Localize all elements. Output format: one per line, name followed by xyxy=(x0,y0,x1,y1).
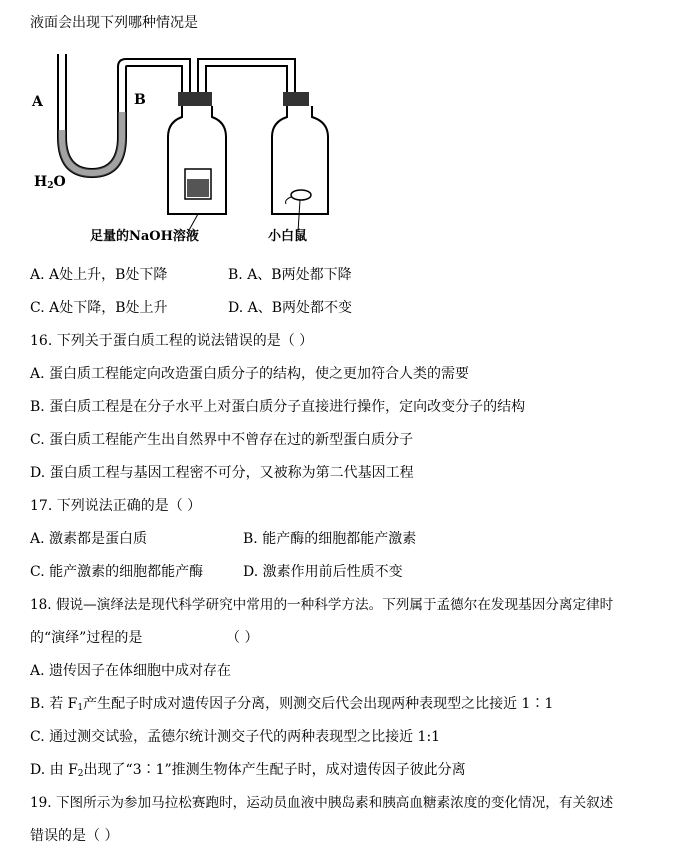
q17-option-d: D. 激素作用前后性质不变 xyxy=(243,564,403,580)
q18-option-d-sub: 2 xyxy=(77,769,84,779)
q17-option-b: B. 能产酶的细胞都能产激素 xyxy=(243,531,417,547)
q18-option-d xyxy=(30,761,466,783)
q18-option-d-post: 出现了“3∶1”推测生物体产生配子时，成对遗传因子彼此分离 xyxy=(83,762,466,778)
q19-stem-line2: 错误的是（ ） xyxy=(30,828,119,844)
q15-option-b: B. A、B两处都下降 xyxy=(228,267,352,283)
label-water xyxy=(34,174,66,191)
label-water-end: O xyxy=(53,174,66,190)
q15-option-d: D. A、B两处都不变 xyxy=(228,300,353,316)
q16-option-b: B. 蛋白质工程是在分子水平上对蛋白质分子直接进行操作，定向改变分子的结构 xyxy=(30,399,526,415)
q17-stem: 17. 下列说法正确的是（ ） xyxy=(30,498,202,514)
q18-option-b xyxy=(30,695,553,717)
label-mouse: 小白鼠 xyxy=(268,229,308,244)
q17-option-c: C. 能产激素的细胞都能产酶 xyxy=(30,564,204,580)
q18-stem-line2: 的“演绎”过程的是 xyxy=(30,630,143,646)
q16-option-d: D. 蛋白质工程与基因工程密不可分，又被称为第二代基因工程 xyxy=(30,465,414,481)
q15-option-c: C. A处下降，B处上升 xyxy=(30,300,168,316)
q18-option-d-pre: D. 由 F xyxy=(30,762,78,778)
q16-stem: 16. 下列关于蛋白质工程的说法错误的是（ ） xyxy=(30,333,314,349)
q17-option-a: A. 激素都是蛋白质 xyxy=(30,531,148,547)
q18-option-a: A. 遗传因子在体细胞中成对存在 xyxy=(30,663,232,679)
label-water-sub: 2 xyxy=(47,181,54,191)
q18-option-b-post: 产生配子时成对遗传因子分离，则测交后代会出现两种表现型之比接近 1∶1 xyxy=(83,696,554,712)
q18-option-b-pre: B. 若 F xyxy=(30,696,78,712)
apparatus-figure xyxy=(30,42,370,247)
label-water-main: H xyxy=(34,174,48,190)
q18-option-b-sub: 1 xyxy=(77,703,84,713)
label-b: B xyxy=(134,92,146,108)
q16-option-c: C. 蛋白质工程能产生出自然界中不曾存在过的新型蛋白质分子 xyxy=(30,432,414,448)
intro-line: 液面会出现下列哪种情况是 xyxy=(30,15,198,31)
apparatus-diagram xyxy=(30,42,370,247)
q15-option-a: A. A处上升，B处下降 xyxy=(30,267,168,283)
q19-stem-line1: 19. 下图所示为参加马拉松赛跑时，运动员血液中胰岛素和胰高血糖素浓度的变化情况，有关叙述 xyxy=(30,795,614,811)
label-naoh: 足量的NaOH溶液 xyxy=(90,229,199,244)
q16-option-a: A. 蛋白质工程能定向改造蛋白质分子的结构，使之更加符合人类的需要 xyxy=(30,366,470,382)
q18-option-c: C. 通过测交试验，孟德尔统计测交子代的两种表现型之比接近 1:1 xyxy=(30,729,441,745)
q18-stem-paren: （ ） xyxy=(226,630,259,646)
label-a: A xyxy=(32,94,43,110)
q18-stem-line1: 18. 假说—演绎法是现代科学研究中常用的一种科学方法。下列属于孟德尔在发现基因分离定律时 xyxy=(30,597,614,613)
